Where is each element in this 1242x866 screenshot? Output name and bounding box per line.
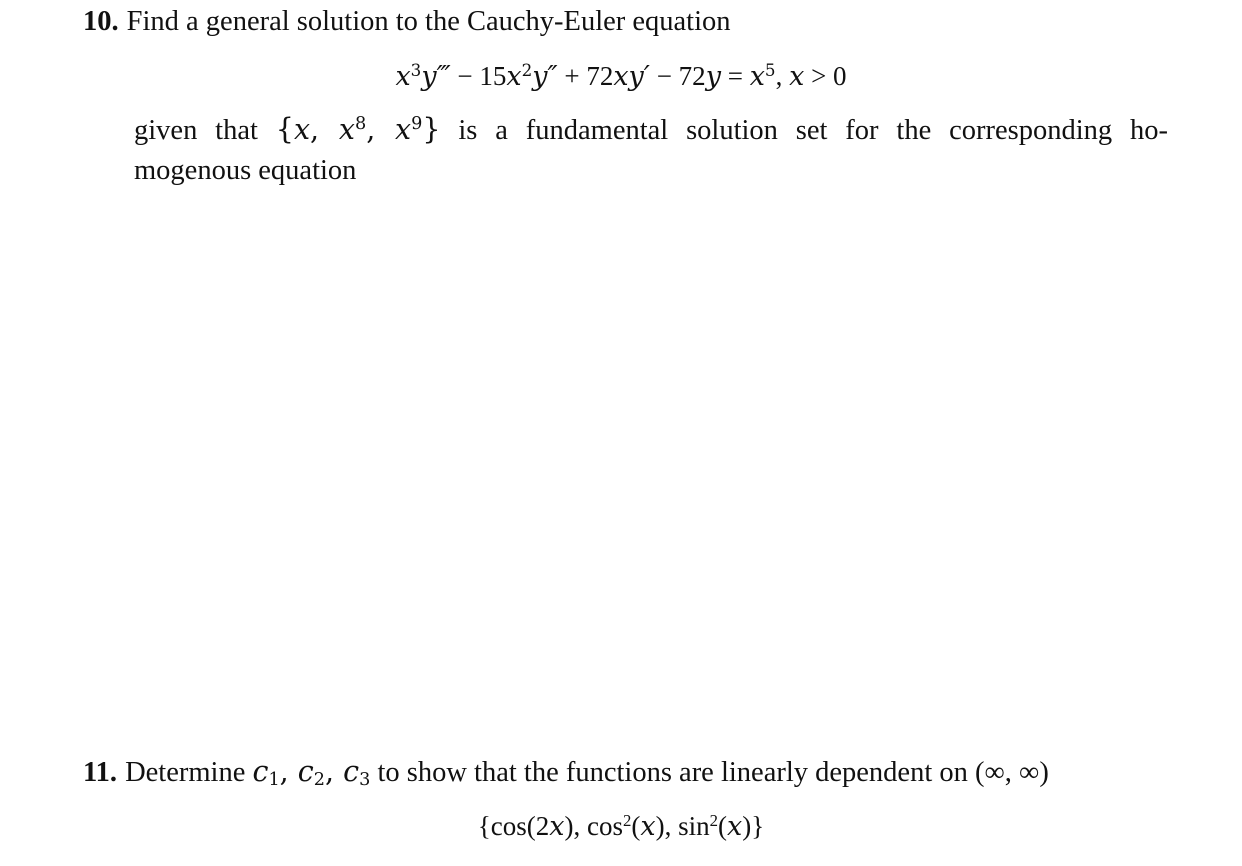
fundamental-set: {x, $x^8$, $x^9$} bbox=[275, 113, 441, 146]
given-line-2: mogenous equation bbox=[134, 155, 357, 186]
problem-number: 10. bbox=[83, 6, 119, 37]
problem-11-heading bbox=[83, 752, 1049, 793]
problem-prompt: Find a general solution to the Cauchy-Euler equation bbox=[126, 6, 731, 37]
given-suffix: is a fundamental solution set for the corresponding ho- bbox=[458, 115, 1168, 146]
given-line-1 bbox=[134, 110, 1168, 151]
given-prefix: given that bbox=[134, 115, 258, 146]
problem-number: 11. bbox=[83, 757, 118, 788]
constants: $c_1$, $c_2$, $c_3$ bbox=[252, 755, 371, 791]
given-paragraph bbox=[134, 110, 1168, 191]
interval: (∞, ∞) bbox=[975, 757, 1049, 788]
problem-10-heading bbox=[83, 2, 731, 42]
function-set: {cos(2x), $\cos^2(x)$, $\sin^2(x)$} bbox=[477, 810, 765, 842]
cauchy-euler-equation: $x^3y‴ - 15x^2y'' + 72xy' - 72y = x^5$, x > 0 bbox=[395, 59, 847, 92]
problem-prompt-prefix: Determine bbox=[125, 757, 246, 788]
problem-prompt-suffix: to show that the functions are linearly dependent on bbox=[377, 757, 968, 788]
